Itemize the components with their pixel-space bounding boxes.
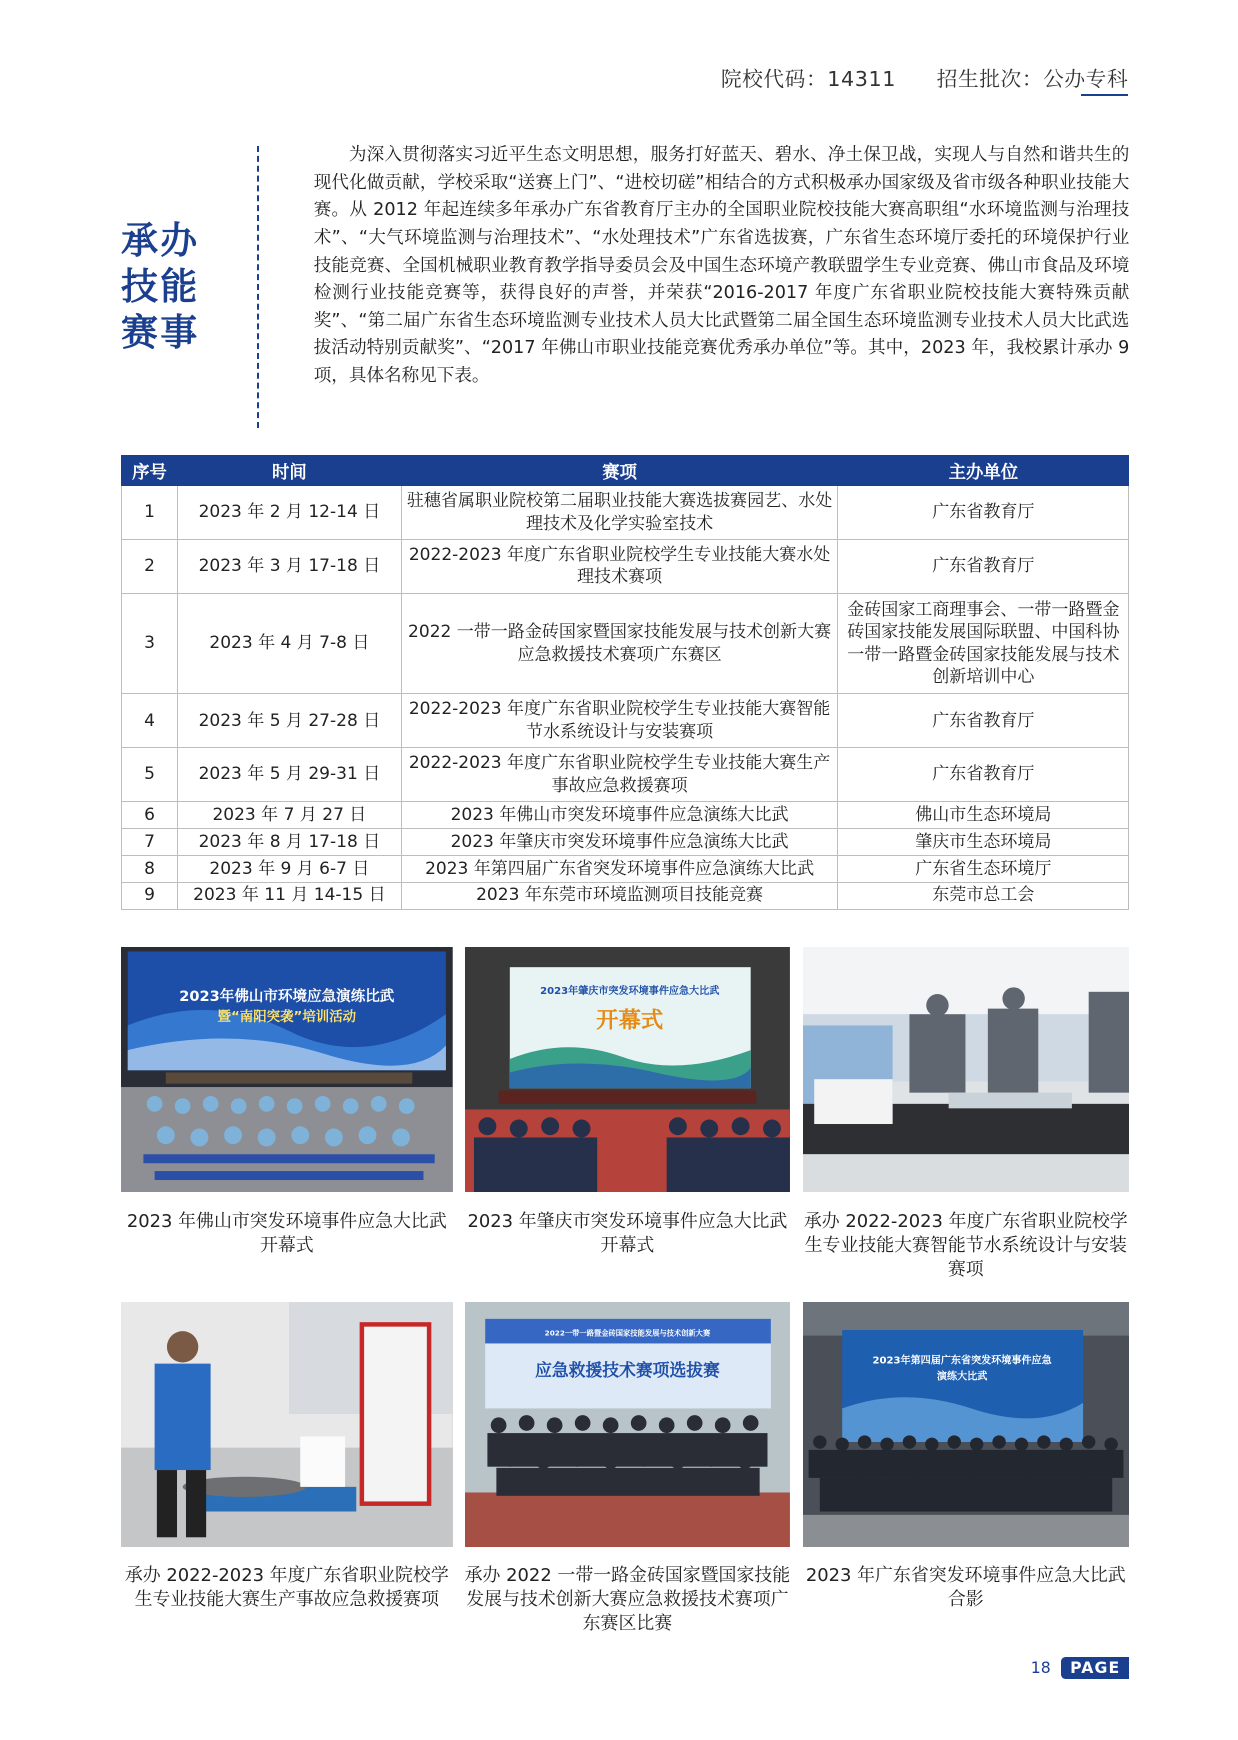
cell-organizer: 东莞市总工会: [838, 882, 1129, 909]
cell-time: 2023 年 5 月 27-28 日: [177, 694, 401, 748]
cell-organizer: 佛山市生态环境局: [838, 802, 1129, 829]
cell-event: 2023 年第四届广东省突发环境事件应急演练大比武: [401, 855, 838, 882]
cell-time: 2023 年 3 月 17-18 日: [177, 539, 401, 593]
cell-time: 2023 年 4 月 7-8 日: [177, 593, 401, 694]
cell-no: 2: [122, 539, 178, 593]
cell-event: 2023 年东莞市环境监测项目技能竞赛: [401, 882, 838, 909]
cell-no: 4: [122, 694, 178, 748]
photo-caption: 2023 年佛山市突发环境事件应急大比武开幕式: [126, 1211, 447, 1257]
cell-no: 8: [122, 855, 178, 882]
photo-brics-competition: [465, 1302, 790, 1547]
cell-event: 2023 年肇庆市突发环境事件应急演练大比武: [401, 828, 838, 855]
table-row: [122, 855, 1129, 882]
table-header-row: [122, 455, 1129, 485]
cell-organizer: 广东省教育厅: [838, 539, 1129, 593]
col-header-event: 赛项: [401, 455, 838, 485]
photo-lab-competition: [803, 947, 1129, 1192]
table-row: [122, 593, 1129, 694]
cell-event: 2022-2023 年度广东省职业院校学生专业技能大赛生产事故应急救援赛项: [401, 748, 838, 802]
admission-batch: 招生批次：公办专科: [936, 66, 1129, 91]
section-title: [121, 218, 211, 356]
photo-zhaoqing-opening: [465, 947, 790, 1192]
table-row: [122, 748, 1129, 802]
col-header-no: 序号: [122, 455, 178, 485]
photo-caption: 2023 年广东省突发环境事件应急大比武合影: [805, 1565, 1126, 1611]
page-label: PAGE: [1061, 1657, 1129, 1679]
photo-rescue-competition: [121, 1302, 453, 1547]
screen-text: 演练大比武: [937, 1371, 988, 1383]
cell-no: 9: [122, 882, 178, 909]
screen-text: 应急救援技术赛项选拔赛: [535, 1359, 720, 1380]
page-header: [687, 62, 1128, 92]
cell-no: 7: [122, 828, 178, 855]
cell-event: 2022-2023 年度广东省职业院校学生专业技能大赛水处理技术赛项: [401, 539, 838, 593]
cell-event: 2022 一带一路金砖国家暨国家技能发展与技术创新大赛应急救援技术赛项广东赛区: [401, 593, 838, 694]
section-title-line: 承办: [121, 219, 200, 263]
cell-organizer: 广东省生态环境厅: [838, 855, 1129, 882]
photo-guangdong-group: [803, 1302, 1129, 1547]
table-row: [122, 694, 1129, 748]
table-row: [122, 802, 1129, 829]
section-title-line: 赛事: [121, 311, 200, 355]
cell-event: 2023 年佛山市突发环境事件应急演练大比武: [401, 802, 838, 829]
cell-no: 6: [122, 802, 178, 829]
cell-organizer: 金砖国家工商理事会、一带一路暨金砖国家技能发展国际联盟、中国科协一带一路暨金砖国家技能发展与技术创新培训中心: [838, 593, 1129, 694]
screen-text: 暨“南阳突袭”培训活动: [217, 1009, 357, 1025]
school-code: 院校代码：14311: [720, 66, 896, 91]
table-row: [122, 882, 1129, 909]
cell-no: 3: [122, 593, 178, 694]
cell-event: 2022-2023 年度广东省职业院校学生专业技能大赛智能节水系统设计与安装赛项: [401, 694, 838, 748]
cell-time: 2023 年 9 月 6-7 日: [177, 855, 401, 882]
table-row: [122, 486, 1129, 540]
col-header-time: 时间: [177, 455, 401, 485]
cell-organizer: 肇庆市生态环境局: [838, 828, 1129, 855]
page-number: 18: [1030, 1658, 1051, 1678]
cell-no: 5: [122, 748, 178, 802]
photo-foshan-opening: [121, 947, 453, 1192]
screen-text: 2023年佛山市环境应急演练比武: [179, 987, 395, 1005]
cell-time: 2023 年 7 月 27 日: [177, 802, 401, 829]
intro-paragraph: 为深入贯彻落实习近平生态文明思想，服务打好蓝天、碧水、净土保卫战，实现人与自然和谐共生的现代化做贡献，学校采取“送赛上门”、“进校切磋”相结合的方式积极承办国家级及省市级各种职业技能大赛。从 2012 年起连续多年承办广东省教育厅主办的全国职业院校技能大赛高职组“水环境监测与治理技术”、“大气环境监测与治理技术”、“水处理技术”广东省选拔赛，广东省生态环境厅委托的环境保护行业技能竞赛、全国机械职业教育教学指导委员会及中国生态环境产教联盟学生专业竞赛、佛山市食品及环境检测行业技能竞赛等，获得良好的声誉，并荣获“2016-2017 年度广东省职业院校技能大赛特殊贡献奖”、“第二届广东省生态环境监测专业技术人员大比武暨第二届全国生态环境监测专业技术人员大比武选拔活动特别贡献奖”、“2017 年佛山市职业技能竞赛优秀承办单位”等。其中，2023 年，我校累计承办 9 项，具体名称见下表。: [313, 145, 1130, 386]
dashed-divider: [257, 146, 259, 428]
cell-event: 驻穗省属职业院校第二届职业技能大赛选拔赛园艺、水处理技术及化学实验室技术: [401, 486, 838, 540]
cell-time: 2023 年 2 月 12-14 日: [177, 486, 401, 540]
cell-organizer: 广东省教育厅: [838, 694, 1129, 748]
cell-time: 2023 年 11 月 14-15 日: [177, 882, 401, 909]
table-row: [122, 539, 1129, 593]
competition-table: [121, 455, 1129, 910]
screen-text: 2023年第四届广东省突发环境事件应急: [872, 1355, 1053, 1367]
screen-text: 2023年肇庆市突发环境事件应急大比武: [540, 985, 720, 997]
cell-time: 2023 年 5 月 29-31 日: [177, 748, 401, 802]
col-header-organizer: 主办单位: [838, 455, 1129, 485]
photo-caption: 承办 2022-2023 年度广东省职业院校学生专业技能大赛生产事故应急救援赛项: [124, 1565, 449, 1611]
table-row: [122, 828, 1129, 855]
photo-caption: 承办 2022 一带一路金砖国家暨国家技能发展与技术创新大赛应急救援技术赛项广东赛区比赛: [464, 1565, 791, 1635]
photo-caption: 2023 年肇庆市突发环境事件应急大比武开幕式: [467, 1211, 788, 1257]
cell-organizer: 广东省教育厅: [838, 486, 1129, 540]
cell-time: 2023 年 8 月 17-18 日: [177, 828, 401, 855]
section-title-line: 技能: [121, 265, 200, 309]
screen-text: 开幕式: [596, 1007, 664, 1034]
cell-organizer: 广东省教育厅: [838, 748, 1129, 802]
photo-caption: 承办 2022-2023 年度广东省职业院校学生专业技能大赛智能节水系统设计与安装赛项: [803, 1211, 1128, 1281]
header-underline: [1081, 94, 1128, 96]
screen-text: 2022一带一路暨金砖国家技能发展与技术创新大赛: [544, 1328, 711, 1338]
cell-no: 1: [122, 486, 178, 540]
